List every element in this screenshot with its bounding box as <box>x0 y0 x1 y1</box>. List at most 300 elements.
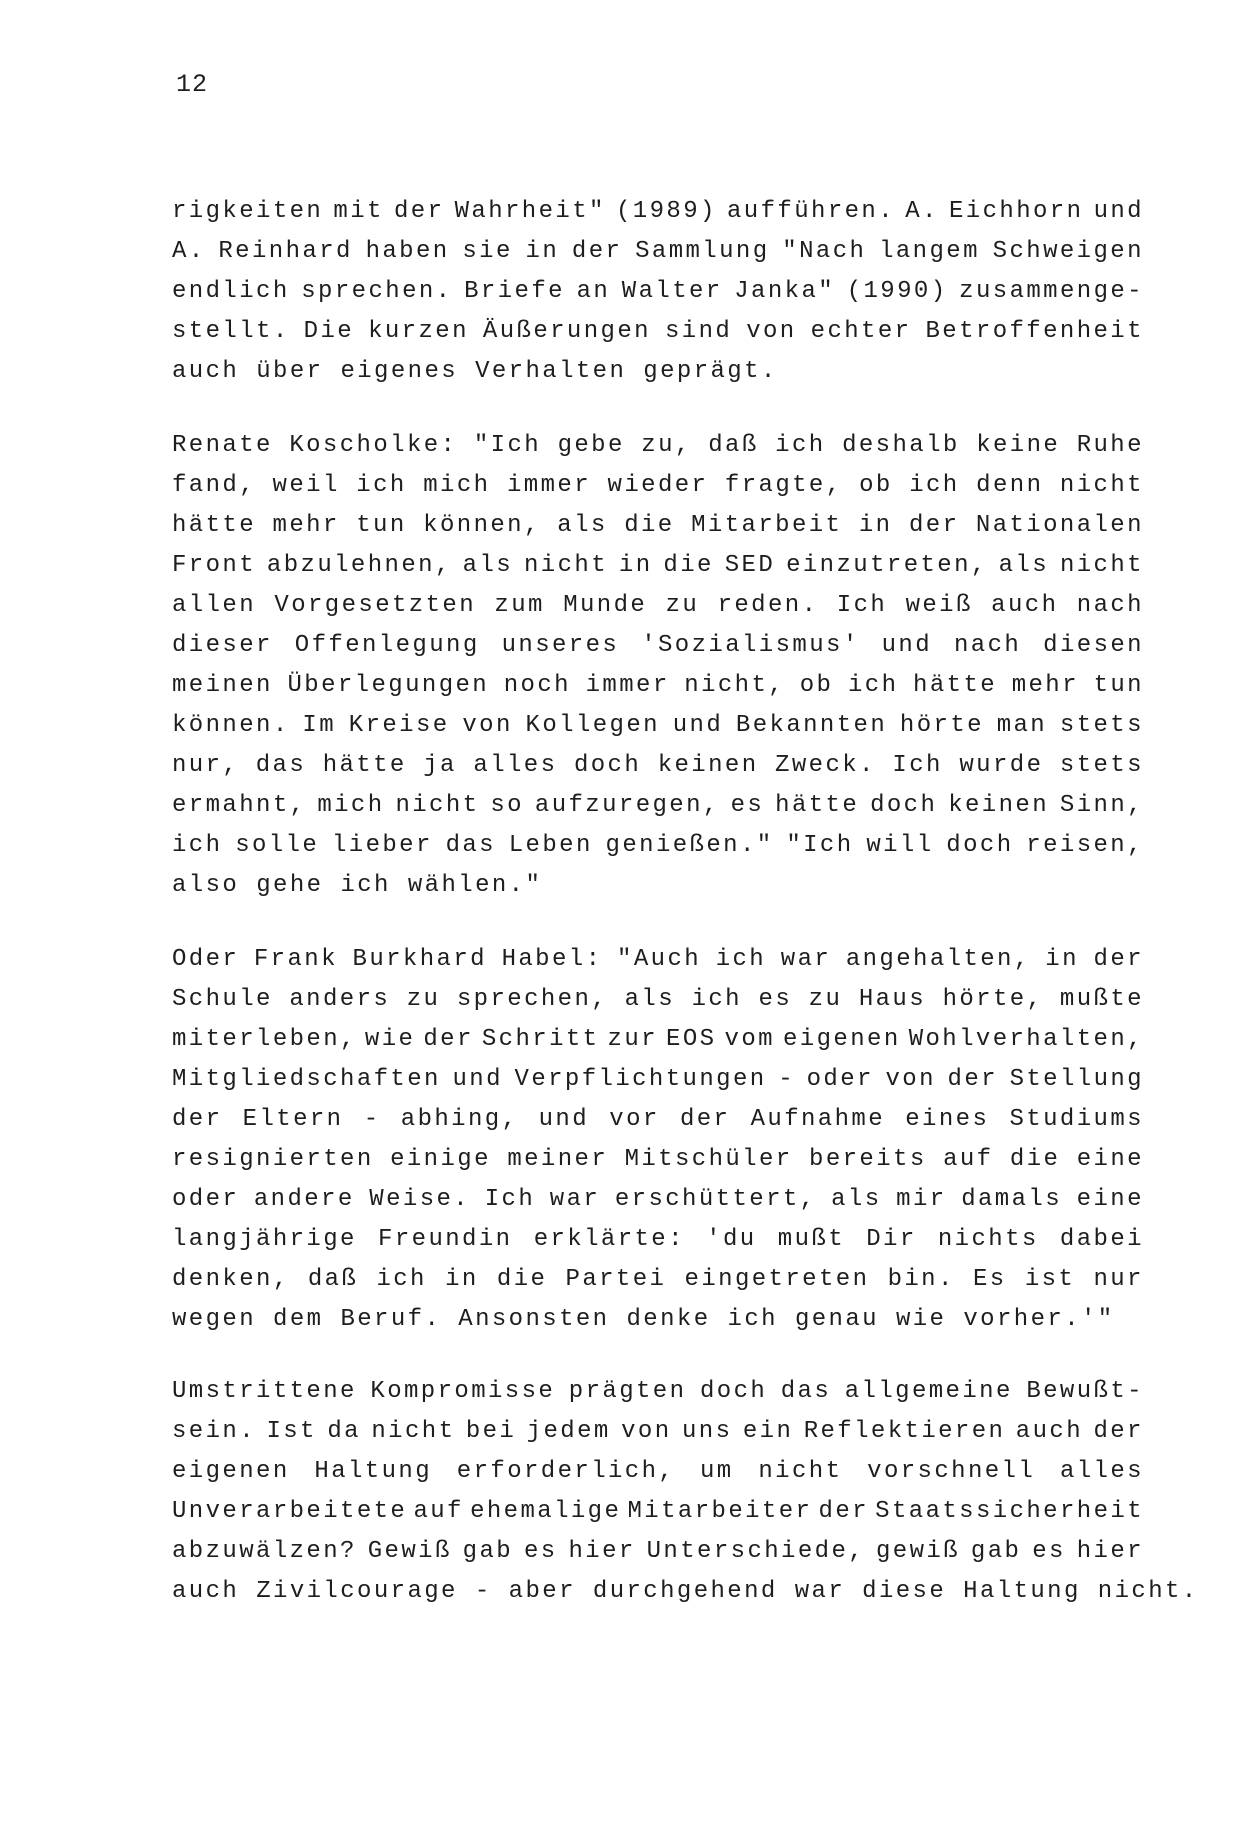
word: Gewiß <box>367 1538 452 1565</box>
word: sie <box>462 238 513 265</box>
word: als <box>998 552 1050 579</box>
text-line <box>172 1452 1144 1492</box>
word: zusammenge- <box>959 278 1144 305</box>
word: Umstrittene <box>172 1378 357 1405</box>
word: auch <box>1015 1418 1083 1445</box>
word: hätte <box>775 792 860 819</box>
word: ich <box>340 872 391 899</box>
word: auch <box>991 592 1059 619</box>
word: nicht <box>758 1458 843 1485</box>
word: stets <box>1059 712 1144 739</box>
word: ob <box>799 672 834 699</box>
word: das <box>255 752 307 779</box>
word: dabei <box>1059 1226 1144 1253</box>
word: Haltung <box>314 1458 433 1485</box>
word: Schritt <box>481 1026 600 1053</box>
word: (1989) <box>616 198 717 225</box>
text-line <box>172 546 1144 586</box>
word: diesen <box>1043 632 1144 659</box>
word: vor <box>609 1106 660 1133</box>
word: Kollegen <box>525 712 660 739</box>
text-line <box>172 466 1144 506</box>
word: langem <box>879 238 980 265</box>
word: nicht <box>371 1418 456 1445</box>
word: stellt. <box>172 318 290 345</box>
word: können, <box>423 512 541 539</box>
word: zum <box>494 592 545 619</box>
word: ich <box>715 946 767 973</box>
word: Verhalten <box>475 358 627 385</box>
word: nichts <box>937 1226 1039 1253</box>
text-line <box>172 980 1144 1020</box>
word: Nationalen <box>975 512 1144 539</box>
text-line <box>172 1492 1144 1532</box>
word: ob <box>859 472 893 499</box>
word: als <box>831 1186 882 1213</box>
word: uns <box>681 1418 733 1445</box>
word: Unterschiede, <box>646 1538 866 1565</box>
word: "Ich <box>473 432 542 459</box>
word: die <box>496 1266 548 1293</box>
word: der <box>1093 1418 1144 1445</box>
word: vorschnell <box>867 1458 1036 1485</box>
word: 'Sozialismus' <box>641 632 860 659</box>
word: Ich <box>484 1186 536 1213</box>
word: sprechen, <box>456 986 609 1013</box>
word: A. <box>172 238 206 265</box>
word: wie <box>364 1026 416 1053</box>
word: ich <box>172 832 223 859</box>
word: mehr <box>272 512 340 539</box>
text-line <box>172 1300 1144 1340</box>
word: auf <box>943 1146 994 1173</box>
word: Im <box>302 712 336 739</box>
word: ich <box>356 472 407 499</box>
word: Bewußt- <box>1026 1378 1144 1405</box>
text-line <box>172 826 1144 866</box>
word: sind <box>664 318 733 345</box>
word: wieder <box>607 472 709 499</box>
word: da <box>327 1418 361 1445</box>
word: erforderlich, <box>456 1458 676 1485</box>
word: gab <box>462 1538 514 1565</box>
word: um <box>699 1458 734 1485</box>
word: Ist <box>266 1418 317 1445</box>
word: so <box>490 792 524 819</box>
word: die <box>1009 1146 1061 1173</box>
word: nach <box>1076 592 1144 619</box>
word: Koscholke: <box>289 432 458 459</box>
word: dem <box>273 1306 324 1333</box>
word: nicht. <box>1097 1578 1199 1605</box>
word: Äußerungen <box>482 318 651 345</box>
text-line <box>172 1100 1144 1140</box>
word: die <box>663 552 714 579</box>
word: ehemalige <box>470 1498 622 1525</box>
word: auf <box>413 1498 464 1525</box>
word: - <box>778 1066 795 1093</box>
word: mit <box>333 198 384 225</box>
text-line <box>172 1412 1144 1452</box>
word: eines <box>905 1106 990 1133</box>
word: noch <box>503 672 571 699</box>
word: weiß <box>905 592 973 619</box>
word: ich <box>376 1266 427 1293</box>
word: wurde <box>959 752 1044 779</box>
word: Staatssicherheit <box>875 1498 1144 1525</box>
word: Kreise <box>348 712 450 739</box>
word: in <box>618 552 653 579</box>
text-line <box>172 1060 1144 1100</box>
word: der <box>1093 946 1144 973</box>
text-line <box>172 746 1144 786</box>
word: doch <box>870 792 938 819</box>
word: Unverarbeitete <box>172 1498 408 1525</box>
word: war <box>794 1578 846 1605</box>
word: tun <box>1093 672 1144 699</box>
word: kurzen <box>368 318 469 345</box>
word: angehalten, <box>845 946 1031 973</box>
word: Wohlverhalten, <box>908 1026 1144 1053</box>
word: der <box>679 1106 731 1133</box>
word: Eichhorn <box>948 198 1084 225</box>
word: zu <box>808 986 843 1013</box>
word: von <box>462 712 513 739</box>
word: Wahrheit" <box>454 198 606 225</box>
text-line <box>172 786 1144 826</box>
word: keine <box>976 432 1061 459</box>
word: das <box>445 832 496 859</box>
word: von <box>746 318 797 345</box>
word: oder <box>172 1186 240 1213</box>
word: eigenes <box>340 358 459 385</box>
word: alles <box>1059 1458 1144 1485</box>
word: echter <box>810 318 912 345</box>
word: doch <box>573 752 642 779</box>
paragraph-2 <box>172 426 1144 906</box>
word: hörte <box>899 712 984 739</box>
word: vom <box>724 1026 775 1053</box>
word: Die <box>303 318 355 345</box>
word: Eltern <box>242 1106 344 1133</box>
word: eine <box>1076 1186 1144 1213</box>
word: zur <box>607 1026 658 1053</box>
word: und <box>672 712 724 739</box>
word: EOS <box>666 1026 717 1053</box>
word: keinen <box>657 752 759 779</box>
word: - <box>474 1578 492 1605</box>
word: bin. <box>887 1266 955 1293</box>
word: Weise. <box>369 1186 471 1213</box>
word: und <box>538 1106 590 1133</box>
word: reden. <box>717 592 819 619</box>
word: rigkeiten <box>172 198 324 225</box>
paragraph-3 <box>172 940 1144 1340</box>
word: immer <box>507 472 592 499</box>
word: von <box>885 1066 936 1093</box>
text-line <box>172 1140 1144 1180</box>
word: haben <box>365 238 450 265</box>
word: abhing, <box>400 1106 519 1133</box>
word: an <box>576 278 611 305</box>
word: Mitschüler <box>624 1146 793 1173</box>
word: daß <box>307 1266 359 1293</box>
word: Offenlegung <box>294 632 480 659</box>
word: mußte <box>1059 986 1144 1013</box>
word: zu <box>665 592 700 619</box>
word: genau <box>794 1306 879 1333</box>
word: Ansonsten <box>458 1306 610 1333</box>
text-line <box>172 192 1144 232</box>
text-line <box>172 232 1144 272</box>
text-line <box>172 626 1144 666</box>
word: als <box>624 986 676 1013</box>
word: mich <box>317 792 385 819</box>
word: aber <box>508 1578 576 1605</box>
word: 'du <box>706 1226 757 1253</box>
word: hier <box>1076 1538 1144 1565</box>
word: einzutreten, <box>786 552 988 579</box>
word: Haus <box>858 986 927 1013</box>
word: prägten <box>568 1378 687 1405</box>
word: können. <box>172 712 290 739</box>
text-line <box>172 506 1144 546</box>
text-line <box>172 1180 1144 1220</box>
word: sein. <box>172 1418 257 1445</box>
word: Freundin <box>378 1226 513 1253</box>
word: diese <box>862 1578 947 1605</box>
text-line <box>172 1572 1199 1612</box>
word: mehr <box>1011 672 1079 699</box>
word: der <box>423 1026 474 1053</box>
word: Renate <box>172 432 273 459</box>
word: in <box>858 512 893 539</box>
word: nicht <box>1059 472 1144 499</box>
word: Leben <box>508 832 593 859</box>
text-line <box>172 940 1144 980</box>
word: erschüttert, <box>614 1186 817 1213</box>
word: "Auch <box>617 946 702 973</box>
word: eingetreten <box>684 1266 870 1293</box>
word: lieber <box>331 832 433 859</box>
text-line <box>172 1260 1144 1300</box>
word: denken, <box>172 1266 290 1293</box>
word: hätte <box>322 752 407 779</box>
word: gebe <box>557 432 625 459</box>
text-line <box>172 352 1144 392</box>
word: war <box>549 1186 601 1213</box>
word: Verpflichtungen <box>514 1066 767 1093</box>
word: vorher.'" <box>963 1306 1115 1333</box>
word: ich <box>691 986 742 1013</box>
word: resignierten <box>172 1146 374 1173</box>
word: nur, <box>172 752 240 779</box>
word: langjährige <box>172 1226 357 1253</box>
word: eigenen <box>783 1026 901 1053</box>
word: Betroffenheit <box>925 318 1144 345</box>
word: gab <box>970 1538 1022 1565</box>
word: denke <box>626 1306 711 1333</box>
word: ich <box>727 1306 778 1333</box>
word: mich <box>423 472 491 499</box>
word: fand, <box>172 472 257 499</box>
word: man <box>996 712 1048 739</box>
word: Janka" <box>734 278 836 305</box>
word: Burkhard <box>352 946 487 973</box>
text-line <box>172 706 1144 746</box>
word: keinen <box>948 792 1050 819</box>
word: bei <box>465 1418 517 1445</box>
word: Partei <box>565 1266 667 1293</box>
word: andere <box>253 1186 355 1213</box>
word: Sammlung <box>635 238 770 265</box>
word: "Ich <box>786 832 854 859</box>
word: Studiums <box>1009 1106 1144 1133</box>
word: also <box>172 872 240 899</box>
word: allgemeine <box>844 1378 1013 1405</box>
word: Schweigen <box>992 238 1144 265</box>
word: war <box>780 946 832 973</box>
word: Bekannten <box>735 712 888 739</box>
word: endlich <box>172 278 290 305</box>
word: doch <box>699 1378 768 1405</box>
word: miterleben, <box>172 1026 357 1053</box>
word: von <box>621 1418 672 1445</box>
word: auch <box>172 358 240 385</box>
word: Mitarbeiter <box>627 1498 813 1525</box>
word: Ich <box>836 592 888 619</box>
word: gewiß <box>875 1538 960 1565</box>
word: der <box>172 1106 223 1133</box>
word: meiner <box>507 1146 609 1173</box>
word: fragte, <box>724 472 843 499</box>
word: Reinhard <box>218 238 353 265</box>
word: in <box>525 238 560 265</box>
word: hätte <box>172 512 257 539</box>
word: Schule <box>172 986 273 1013</box>
word: Ich <box>892 752 943 779</box>
word: das <box>780 1378 832 1405</box>
word: daß <box>708 432 759 459</box>
word: nicht <box>395 792 480 819</box>
word: aufführen. <box>727 198 896 225</box>
word: (1990) <box>846 278 948 305</box>
word: aufzuregen, <box>534 792 720 819</box>
word: nicht, <box>684 672 786 699</box>
paragraph-4 <box>172 1372 1199 1612</box>
word: A. <box>905 198 939 225</box>
word: Überlegungen <box>287 672 490 699</box>
word: - <box>363 1106 381 1133</box>
word: will <box>866 832 934 859</box>
word: dieser <box>172 632 273 659</box>
word: ich <box>909 472 960 499</box>
text-line <box>172 866 1144 906</box>
word: wählen." <box>407 872 543 899</box>
word: es <box>1032 1538 1066 1565</box>
page-number: 12 <box>176 70 209 99</box>
word: in <box>445 1266 479 1293</box>
word: und <box>1093 198 1144 225</box>
word: hätte <box>913 672 998 699</box>
word: abzulehnen, <box>266 552 452 579</box>
word: tun <box>356 512 407 539</box>
word: Munde <box>563 592 648 619</box>
word: "Nach <box>782 238 867 265</box>
word: zu <box>406 986 441 1013</box>
word: Sinn, <box>1059 792 1144 819</box>
word: Zivilcourage <box>256 1578 458 1605</box>
word: immer <box>585 672 670 699</box>
word: erklärte: <box>533 1226 685 1253</box>
word: als <box>557 512 608 539</box>
word: der <box>818 1498 869 1525</box>
word: denn <box>976 472 1044 499</box>
word: eigenen <box>172 1458 290 1485</box>
word: damals <box>961 1186 1063 1213</box>
word: wie <box>895 1306 947 1333</box>
word: Zweck. <box>775 752 876 779</box>
word: wegen <box>172 1306 257 1333</box>
word: genießen." <box>605 832 774 859</box>
word: der <box>908 512 960 539</box>
text-line <box>172 1532 1144 1572</box>
word: zu, <box>641 432 692 459</box>
text-line <box>172 426 1144 466</box>
word: die <box>624 512 675 539</box>
word: sprechen. <box>301 278 453 305</box>
word: meinen <box>172 672 273 699</box>
word: anders <box>289 986 391 1013</box>
text-line <box>172 1220 1144 1260</box>
word: nicht <box>523 552 608 579</box>
text-line <box>172 312 1144 352</box>
word: Frank <box>253 946 338 973</box>
word: Walter <box>621 278 723 305</box>
word: der <box>394 198 445 225</box>
word: ich <box>847 672 899 699</box>
word: nicht <box>1059 552 1144 579</box>
text-line <box>172 586 1144 626</box>
word: einige <box>390 1146 491 1173</box>
word: es <box>523 1538 558 1565</box>
word: über <box>256 358 324 385</box>
word: geprägt. <box>643 358 778 385</box>
word: jedem <box>526 1418 611 1445</box>
word: Beruf. <box>340 1306 442 1333</box>
text-line <box>172 1372 1144 1412</box>
word: und <box>881 632 933 659</box>
word: Ruhe <box>1076 432 1144 459</box>
word: ja <box>423 752 457 779</box>
word: Vorgesetzten <box>274 592 477 619</box>
text-line <box>172 272 1144 312</box>
word: weil <box>272 472 340 499</box>
word: als <box>462 552 514 579</box>
word: hörte, <box>942 986 1044 1013</box>
word: alles <box>473 752 558 779</box>
word: SED <box>724 552 776 579</box>
word: ich <box>775 432 826 459</box>
paragraph-1 <box>172 192 1144 392</box>
word: ein <box>742 1418 794 1445</box>
word: in <box>1045 946 1079 973</box>
word: Haltung <box>963 1578 1081 1605</box>
word: ist <box>1024 1266 1076 1293</box>
word: der <box>947 1066 998 1093</box>
word: nach <box>953 632 1022 659</box>
word: Kompromisse <box>370 1378 556 1405</box>
